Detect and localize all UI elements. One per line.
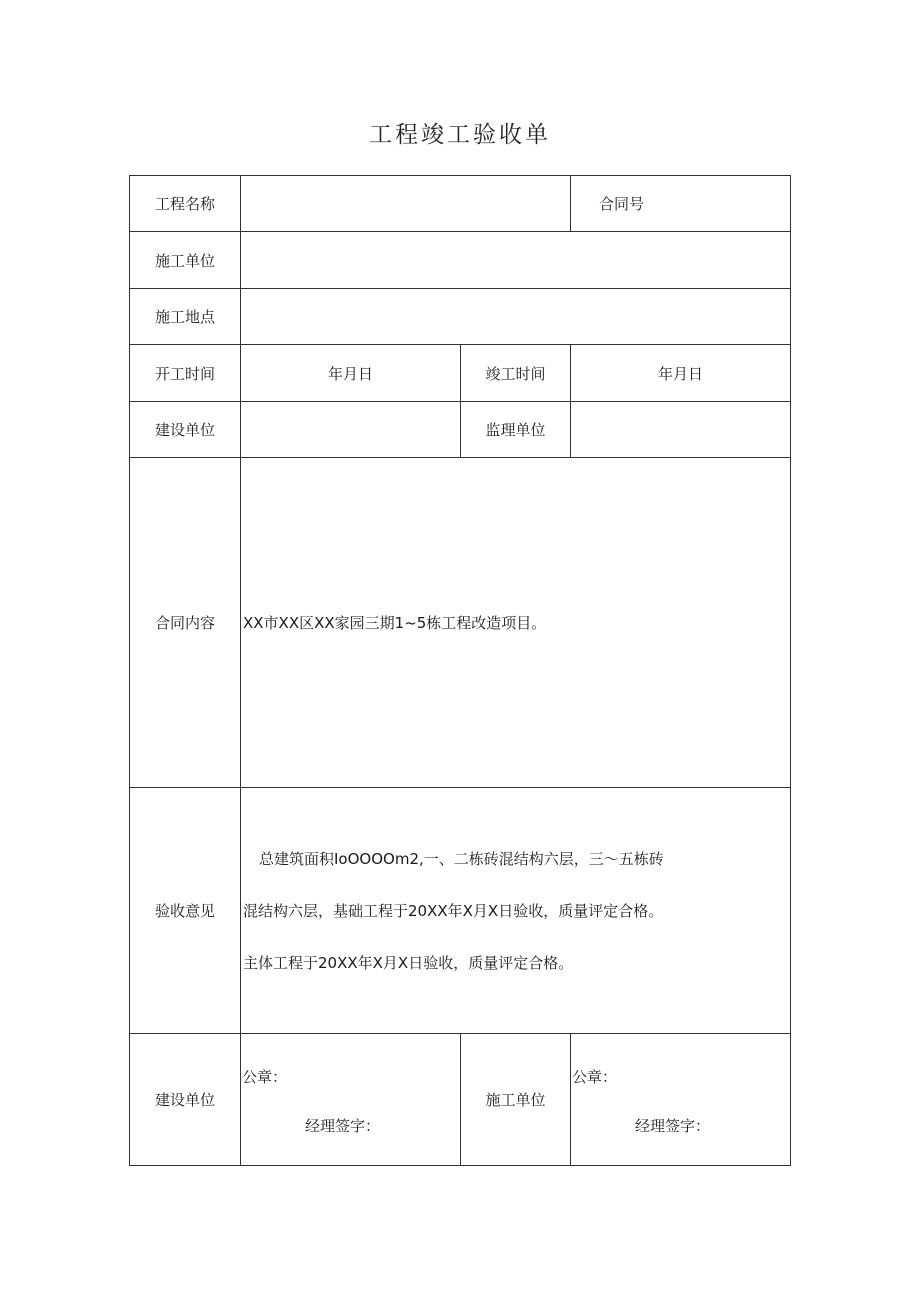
owner-sign-cell[interactable]: [241, 1034, 461, 1166]
row-site: [130, 289, 791, 345]
page-title: 工程竣工验收单: [369, 122, 551, 148]
acceptance-form-table: [129, 175, 791, 1166]
contract-content-text[interactable]: XX市XX区XX家园三期1~5栋工程改造项目。: [241, 458, 791, 788]
row-acceptance-opinion: [130, 788, 791, 1034]
acceptance-opinion-label: 验收意见: [130, 788, 241, 1034]
owner-value[interactable]: [241, 402, 461, 458]
opinion-line-1: 总建筑面积IoOOOOm2,一、二栋砖混结构六层，三～五栋砖: [259, 849, 664, 868]
start-date-value[interactable]: 年月日: [241, 345, 461, 402]
row-contract-content: [130, 458, 791, 788]
row-project-name: [130, 176, 791, 232]
end-date-label: 竣工时间: [461, 345, 571, 402]
constructor-label: 施工单位: [130, 232, 241, 289]
end-date-value[interactable]: 年月日: [571, 345, 791, 402]
owner-manager-sign-label: 经理签字：: [305, 1117, 381, 1135]
supervisor-label: 监理单位: [461, 402, 571, 458]
row-signatures: [130, 1034, 791, 1166]
constructor-seal-label: 公章：: [572, 1068, 618, 1086]
row-dates: [130, 345, 791, 402]
owner-seal-label: 公章：: [242, 1068, 288, 1086]
constructor-value[interactable]: [241, 232, 791, 289]
row-parties: [130, 402, 791, 458]
site-label: 施工地点: [130, 289, 241, 345]
project-name-label: 工程名称: [130, 176, 241, 232]
constructor-sign-cell[interactable]: [571, 1034, 791, 1166]
sign-owner-label: 建设单位: [130, 1034, 241, 1166]
owner-label: 建设单位: [130, 402, 241, 458]
contract-content-label: 合同内容: [130, 458, 241, 788]
supervisor-value[interactable]: [571, 402, 791, 458]
site-value[interactable]: [241, 289, 791, 345]
row-constructor: [130, 232, 791, 289]
project-name-value[interactable]: [241, 176, 571, 232]
start-date-label: 开工时间: [130, 345, 241, 402]
opinion-line-2: 混结构六层，基础工程于20XX年X月X日验收，质量评定合格。: [243, 901, 664, 920]
sign-constructor-label: 施工单位: [461, 1034, 571, 1166]
contract-no-label[interactable]: 合同号: [571, 176, 791, 232]
opinion-line-3: 主体工程于20XX年X月X日验收，质量评定合格。: [243, 953, 574, 972]
acceptance-opinion-text[interactable]: [241, 788, 791, 1034]
constructor-manager-sign-label: 经理签字：: [635, 1117, 711, 1135]
